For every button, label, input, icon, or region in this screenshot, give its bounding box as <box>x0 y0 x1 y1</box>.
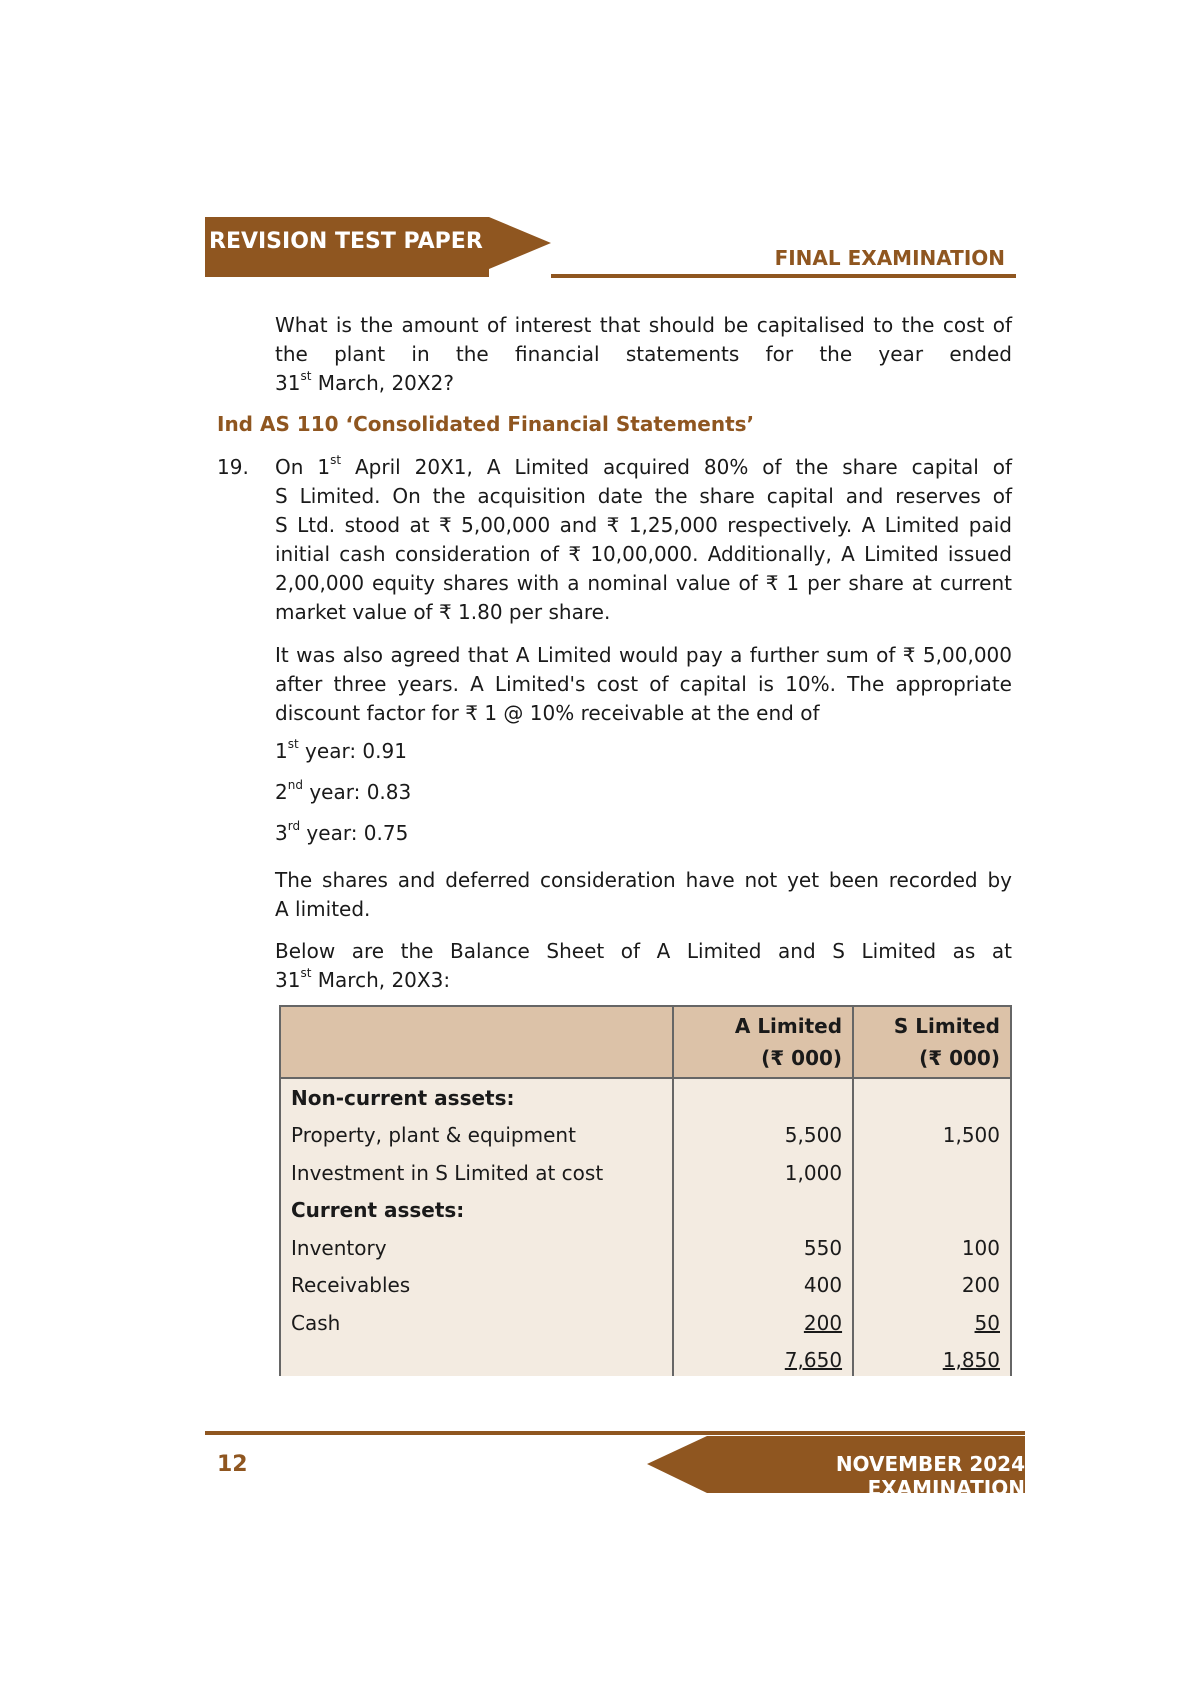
text: year: 0.75 <box>300 821 409 845</box>
cell-a: 550 <box>673 1229 853 1267</box>
cell-s <box>853 1154 1011 1192</box>
para-line: initial cash consideration of ₹ 10,00,000. Additionally, A Limited issued <box>275 542 1012 566</box>
row-label: Property, plant & equipment <box>280 1117 673 1155</box>
ordinal-suffix: st <box>300 966 312 981</box>
row-label: Investment in S Limited at cost <box>280 1154 673 1192</box>
row-label: Receivables <box>280 1267 673 1305</box>
table-header-row <box>280 1006 1011 1078</box>
row-label: Inventory <box>280 1229 673 1267</box>
table-row <box>280 1154 1011 1192</box>
question-number: 19. <box>217 455 249 479</box>
para-line: S Limited. On the acquisition date the share capital and reserves of <box>275 484 1012 508</box>
row-label: Current assets: <box>280 1192 673 1230</box>
text: year: 0.83 <box>302 780 412 804</box>
intro-line: What is the amount of interest that should be capitalised to the cost of <box>275 313 1012 337</box>
para-line: discount factor for ₹ 1 @ 10% receivable at the end of <box>275 701 820 725</box>
cell-a <box>673 1342 853 1377</box>
balance-sheet-table <box>279 1005 1012 1376</box>
para-line: 2,00,000 equity shares with a nominal value of ₹ 1 per share at current <box>275 571 1012 595</box>
header-unit: (₹ 000) <box>761 1046 843 1070</box>
row-label: Cash <box>280 1304 673 1342</box>
para-line <box>275 966 1012 995</box>
table-row <box>280 1229 1011 1267</box>
cell-s: 200 <box>853 1267 1011 1305</box>
section-heading: Ind AS 110 ‘Consolidated Financial Statements’ <box>217 412 755 436</box>
ordinal-suffix: nd <box>287 778 303 793</box>
para-line: It was also agreed that A Limited would pay a further sum of ₹ 5,00,000 <box>275 643 1012 667</box>
text: 31 <box>275 968 301 992</box>
text: 1 <box>275 739 288 763</box>
ordinal-suffix: st <box>330 453 342 468</box>
para-line: The shares and deferred consideration have not yet been recorded by <box>275 868 1012 892</box>
para-line: S Ltd. stood at ₹ 5,00,000 and ₹ 1,25,000 respectively. A Limited paid <box>275 513 1012 537</box>
row-label: Non-current assets: <box>280 1078 673 1117</box>
ordinal-suffix: st <box>287 737 299 752</box>
cell-a <box>673 1078 853 1117</box>
cell-a <box>673 1192 853 1230</box>
cell-a <box>673 1304 853 1342</box>
table-row-total <box>280 1342 1011 1377</box>
cell-s: 1,500 <box>853 1117 1011 1155</box>
total-value: 1,850 <box>942 1348 1000 1373</box>
para-line: A limited. <box>275 897 371 921</box>
total-value: 7,650 <box>784 1348 843 1373</box>
cell-a: 5,500 <box>673 1117 853 1155</box>
cell-s <box>853 1304 1011 1342</box>
exam-title: FINAL EXAMINATION <box>774 246 1005 270</box>
cell-s: 100 <box>853 1229 1011 1267</box>
ordinal-suffix: st <box>300 369 312 384</box>
text: 2 <box>275 780 288 804</box>
row-label <box>280 1342 673 1377</box>
page-number: 12 <box>217 1452 248 1477</box>
cell-s <box>853 1078 1011 1117</box>
ordinal-suffix: rd <box>287 819 301 834</box>
header-cell-label <box>280 1006 673 1078</box>
para-line: after three years. A Limited's cost of capital is 10%. The appropriate <box>275 672 1012 696</box>
cell-a: 400 <box>673 1267 853 1305</box>
intro-line <box>275 369 1012 398</box>
text: March, 20X2? <box>311 371 454 395</box>
table-row <box>280 1078 1011 1117</box>
underlined-value: 50 <box>974 1310 1000 1335</box>
header-cell-a-limited <box>673 1006 853 1078</box>
text: On 1 <box>275 455 331 479</box>
underlined-value: 200 <box>803 1310 843 1335</box>
footer-title: NOVEMBER 2024 EXAMINATION <box>835 1452 1025 1500</box>
footer-rule <box>205 1431 1025 1435</box>
header-title: REVISION TEST PAPER <box>209 229 483 254</box>
table-row <box>280 1304 1011 1342</box>
table-row <box>280 1267 1011 1305</box>
intro-line: the plant in the financial statements for the year ended <box>275 342 1012 366</box>
question-paragraph-4 <box>275 937 1012 995</box>
question-paragraph-3 <box>275 866 1012 924</box>
text: year: 0.91 <box>298 739 407 763</box>
intro-paragraph <box>275 311 1012 398</box>
balance-sheet-table-wrapper <box>279 1005 1012 1376</box>
header-text: S Limited <box>893 1014 1000 1038</box>
discount-factor-year-3 <box>275 819 408 848</box>
table-row <box>280 1192 1011 1230</box>
para-line: Below are the Balance Sheet of A Limited and S Limited as at <box>275 939 1012 963</box>
text: 31 <box>275 371 301 395</box>
cell-s <box>853 1192 1011 1230</box>
question-paragraph-1 <box>275 453 1012 627</box>
discount-factor-year-1 <box>275 737 407 766</box>
cell-a: 1,000 <box>673 1154 853 1192</box>
cell-s <box>853 1342 1011 1377</box>
para-line <box>275 453 1012 482</box>
header-rule <box>551 274 1016 278</box>
header-text: A Limited <box>734 1014 843 1038</box>
header-cell-s-limited <box>853 1006 1011 1078</box>
discount-factor-year-2 <box>275 778 411 807</box>
text: 3 <box>275 821 288 845</box>
text: April 20X1, A Limited acquired 80% of the share capital of <box>341 455 1013 479</box>
para-line: market value of ₹ 1.80 per share. <box>275 600 611 624</box>
question-paragraph-2 <box>275 641 1012 728</box>
text: March, 20X3: <box>311 968 451 992</box>
table-row <box>280 1117 1011 1155</box>
header-unit: (₹ 000) <box>919 1046 1000 1070</box>
